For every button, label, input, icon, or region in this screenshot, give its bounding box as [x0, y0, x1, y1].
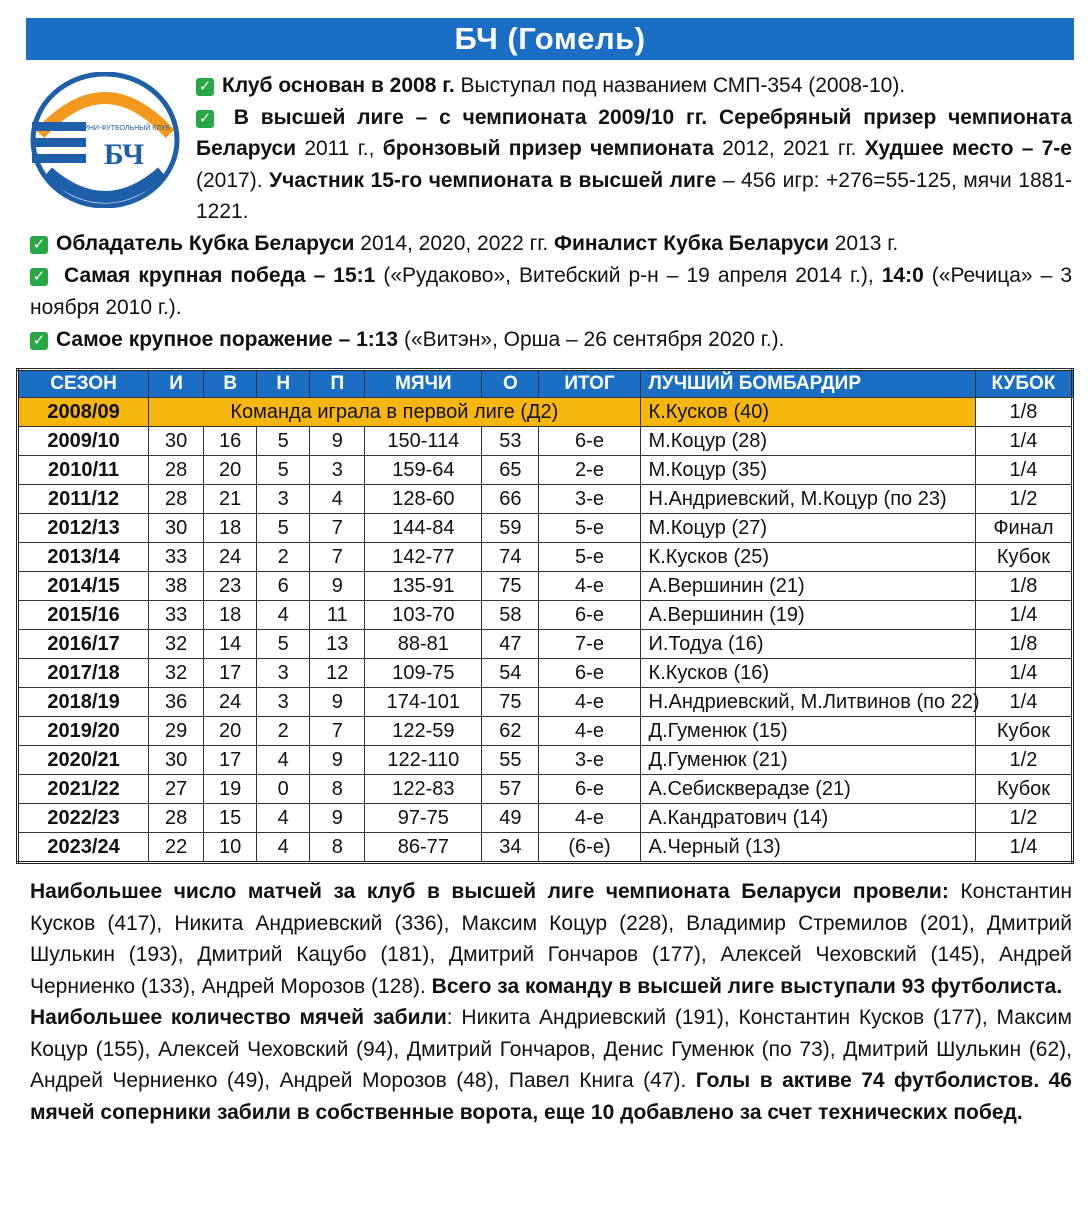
games-cell: 30 — [149, 514, 204, 543]
points-cell: 59 — [482, 514, 539, 543]
draws-cell: 2 — [257, 543, 310, 572]
cup-cell: 1/4 — [975, 659, 1072, 688]
scorer-cell: А.Черный (13) — [640, 833, 975, 863]
points-cell: 53 — [482, 427, 539, 456]
scorer-cell: А.Себискверадзе (21) — [640, 775, 975, 804]
column-header: МЯЧИ — [365, 370, 482, 398]
result-cell: 2-е — [539, 456, 640, 485]
games-cell: 22 — [149, 833, 204, 863]
scorer-cell: К.Кусков (16) — [640, 659, 975, 688]
points-cell: 65 — [482, 456, 539, 485]
wins-cell: 23 — [204, 572, 257, 601]
cup-cell: Финал — [975, 514, 1072, 543]
goals-cell: 122-83 — [365, 775, 482, 804]
season-cell: 2022/23 — [18, 804, 149, 833]
games-cell: 28 — [149, 804, 204, 833]
intro-block — [196, 70, 1072, 228]
games-cell: 36 — [149, 688, 204, 717]
games-cell: 28 — [149, 456, 204, 485]
result-cell: 7-е — [539, 630, 640, 659]
result-cell: 6-е — [539, 427, 640, 456]
draws-cell: 4 — [257, 833, 310, 863]
column-header: КУБОК — [975, 370, 1072, 398]
goals-cell: 135-91 — [365, 572, 482, 601]
cup-cell: Кубок — [975, 717, 1072, 746]
draws-cell: 4 — [257, 804, 310, 833]
goals-cell: 122-110 — [365, 746, 482, 775]
season-cell: 2012/13 — [18, 514, 149, 543]
column-header: В — [204, 370, 257, 398]
cup-cell: 1/4 — [975, 427, 1072, 456]
result-cell: 4-е — [539, 688, 640, 717]
goals-cell: 159-64 — [365, 456, 482, 485]
wins-cell: 10 — [204, 833, 257, 863]
column-header: ЛУЧШИЙ БОМБАРДИР — [640, 370, 975, 398]
scorer-cell: М.Коцур (27) — [640, 514, 975, 543]
games-cell: 33 — [149, 601, 204, 630]
points-cell: 34 — [482, 833, 539, 863]
cup-cell: Кубок — [975, 543, 1072, 572]
wins-cell: 14 — [204, 630, 257, 659]
goals-cell: 128-60 — [365, 485, 482, 514]
table-row — [18, 572, 1073, 601]
logo-letters: БЧ — [103, 138, 145, 171]
page-title: БЧ (Гомель) — [26, 18, 1074, 60]
wins-cell: 16 — [204, 427, 257, 456]
facts-block — [30, 228, 1072, 356]
season-cell: 2019/20 — [18, 717, 149, 746]
losses-cell: 4 — [310, 485, 365, 514]
season-cell: 2009/10 — [18, 427, 149, 456]
result-cell: 6-е — [539, 659, 640, 688]
season-cell: 2008/09 — [18, 398, 149, 427]
points-cell: 58 — [482, 601, 539, 630]
result-cell: 4-е — [539, 804, 640, 833]
cup-cell: 1/8 — [975, 572, 1072, 601]
losses-cell: 12 — [310, 659, 365, 688]
checkmark-icon: ✓ — [30, 332, 48, 350]
games-cell: 33 — [149, 543, 204, 572]
losses-cell: 3 — [310, 456, 365, 485]
checkmark-icon: ✓ — [30, 236, 48, 254]
fact-biggest-win: ✓ Самая крупная победа – 15:1 («Рудаково», Витебский р-н – 19 апреля 2014 г.), 14:0 («Речица» – 3 ноября 2010 г.). — [30, 264, 1072, 319]
points-cell: 47 — [482, 630, 539, 659]
goals-cell: 109-75 — [365, 659, 482, 688]
scorer-cell: Н.Андриевский, М.Коцур (по 23) — [640, 485, 975, 514]
season-cell: 2017/18 — [18, 659, 149, 688]
table-row — [18, 775, 1073, 804]
result-cell: 3-е — [539, 746, 640, 775]
scorer-cell: М.Коцур (28) — [640, 427, 975, 456]
scorer-cell: К.Кусков (25) — [640, 543, 975, 572]
draws-cell: 0 — [257, 775, 310, 804]
losses-cell: 7 — [310, 717, 365, 746]
season-cell: 2014/15 — [18, 572, 149, 601]
checkmark-icon: ✓ — [30, 268, 48, 286]
wins-cell: 17 — [204, 659, 257, 688]
draws-cell: 6 — [257, 572, 310, 601]
cup-cell: 1/4 — [975, 833, 1072, 863]
column-header: ИТОГ — [539, 370, 640, 398]
losses-cell: 9 — [310, 804, 365, 833]
losses-cell: 8 — [310, 775, 365, 804]
seasons-table — [16, 368, 1074, 864]
column-header: СЕЗОН — [18, 370, 149, 398]
table-row — [18, 514, 1073, 543]
wins-cell: 18 — [204, 514, 257, 543]
wins-cell: 15 — [204, 804, 257, 833]
season-cell: 2020/21 — [18, 746, 149, 775]
points-cell: 75 — [482, 572, 539, 601]
cup-cell: 1/4 — [975, 688, 1072, 717]
result-cell: 4-е — [539, 572, 640, 601]
scorer-cell: К.Кусков (40) — [640, 398, 975, 427]
draws-cell: 5 — [257, 456, 310, 485]
wins-cell: 17 — [204, 746, 257, 775]
scorer-cell: Д.Гуменюк (21) — [640, 746, 975, 775]
goals-cell: 150-114 — [365, 427, 482, 456]
goals-cell: 88-81 — [365, 630, 482, 659]
cup-cell: 1/8 — [975, 630, 1072, 659]
draws-cell: 4 — [257, 746, 310, 775]
cup-cell: 1/4 — [975, 456, 1072, 485]
wins-cell: 24 — [204, 688, 257, 717]
games-cell: 30 — [149, 746, 204, 775]
goals-cell: 86-77 — [365, 833, 482, 863]
points-cell: 75 — [482, 688, 539, 717]
draws-cell: 5 — [257, 514, 310, 543]
cup-cell: 1/4 — [975, 601, 1072, 630]
season-cell: 2021/22 — [18, 775, 149, 804]
losses-cell: 7 — [310, 543, 365, 572]
points-cell: 54 — [482, 659, 539, 688]
points-cell: 66 — [482, 485, 539, 514]
table-row — [18, 398, 1073, 427]
losses-cell: 9 — [310, 746, 365, 775]
goals-cell: 174-101 — [365, 688, 482, 717]
column-header: И — [149, 370, 204, 398]
points-cell: 74 — [482, 543, 539, 572]
games-cell: 32 — [149, 659, 204, 688]
table-row — [18, 833, 1073, 863]
wins-cell: 20 — [204, 456, 257, 485]
wins-cell: 20 — [204, 717, 257, 746]
result-cell: (6-е) — [539, 833, 640, 863]
losses-cell: 13 — [310, 630, 365, 659]
table-row — [18, 601, 1073, 630]
scorer-cell: М.Коцур (35) — [640, 456, 975, 485]
games-cell: 38 — [149, 572, 204, 601]
goals-cell: 97-75 — [365, 804, 482, 833]
fact-top-league: ✓ В высшей лиге – с чемпионата 2009/10 гг. Серебряный призер чемпионата Беларуси 2011 г., бронзовый призер чемпионата 2012, 2021 гг. Худшее место – 7-е (2017). Участник 15-го чемпионата в высшей лиге – 456 игр: +276=55-125, мячи 1881-1221. — [196, 105, 1073, 223]
logo-text: МИНИ-ФУТБОЛЬНЫЙ КЛУБ — [77, 125, 171, 132]
checkmark-icon: ✓ — [196, 110, 214, 128]
draws-cell: 2 — [257, 717, 310, 746]
season-cell: 2023/24 — [18, 833, 149, 863]
table-row — [18, 659, 1073, 688]
season-cell: 2010/11 — [18, 456, 149, 485]
season-cell: 2013/14 — [18, 543, 149, 572]
checkmark-icon: ✓ — [196, 78, 214, 96]
scorer-cell: Д.Гуменюк (15) — [640, 717, 975, 746]
table-row — [18, 427, 1073, 456]
result-cell: 6-е — [539, 601, 640, 630]
goals-cell: 103-70 — [365, 601, 482, 630]
points-cell: 55 — [482, 746, 539, 775]
most-appearances: Наибольшее число матчей за клуб в высшей лиге чемпионата Беларуси провели: Константин Кусков (417), Никита Андриевский (336), Максим Коцур (228), Владимир Стремилов (201), Дмитрий Шулькин (193), Дмитрий Кацубо (181), Дмитрий Гончаров (177), Алексей Чеховский (145), Андрей Черниенко (133), Андрей Морозов (128). Всего за команду в высшей лиге выступали 93 футболиста. — [30, 880, 1073, 998]
cup-cell: 1/2 — [975, 804, 1072, 833]
losses-cell: 7 — [310, 514, 365, 543]
cup-cell: 1/2 — [975, 746, 1072, 775]
result-cell: 4-е — [539, 717, 640, 746]
scorer-cell: А.Вершинин (21) — [640, 572, 975, 601]
losses-cell: 8 — [310, 833, 365, 863]
goals-cell: 142-77 — [365, 543, 482, 572]
losses-cell: 11 — [310, 601, 365, 630]
fact-biggest-loss: ✓ Самое крупное поражение – 1:13 («Витэн», Орша – 26 сентября 2020 г.). — [30, 324, 1072, 356]
games-cell: 32 — [149, 630, 204, 659]
column-header: П — [310, 370, 365, 398]
draws-cell: 3 — [257, 659, 310, 688]
goals-cell: 122-59 — [365, 717, 482, 746]
fact-founded: ✓ Клуб основан в 2008 г. Выступал под названием СМП-354 (2008-10). — [196, 70, 1072, 102]
points-cell: 57 — [482, 775, 539, 804]
points-cell: 49 — [482, 804, 539, 833]
wins-cell: 21 — [204, 485, 257, 514]
goals-cell: 144-84 — [365, 514, 482, 543]
result-cell: 5-е — [539, 514, 640, 543]
draws-cell: 3 — [257, 688, 310, 717]
note-cell: Команда играла в первой лиге (Д2) — [149, 398, 640, 427]
losses-cell: 9 — [310, 688, 365, 717]
wins-cell: 19 — [204, 775, 257, 804]
table-row — [18, 804, 1073, 833]
losses-cell: 9 — [310, 427, 365, 456]
records-block — [30, 876, 1072, 1128]
fact-cup: ✓ Обладатель Кубка Беларуси 2014, 2020, 2022 гг. Финалист Кубка Беларуси 2013 г. — [30, 228, 1072, 260]
games-cell: 30 — [149, 427, 204, 456]
club-logo — [30, 72, 180, 208]
scorer-cell: Н.Андриевский, М.Литвинов (по 22) — [640, 688, 975, 717]
table-row — [18, 543, 1073, 572]
cup-cell: 1/2 — [975, 485, 1072, 514]
table-row — [18, 688, 1073, 717]
cup-cell: 1/8 — [975, 398, 1072, 427]
cup-cell: Кубок — [975, 775, 1072, 804]
season-cell: 2018/19 — [18, 688, 149, 717]
table-row — [18, 717, 1073, 746]
wins-cell: 18 — [204, 601, 257, 630]
season-cell: 2016/17 — [18, 630, 149, 659]
games-cell: 28 — [149, 485, 204, 514]
scorer-cell: И.Тодуа (16) — [640, 630, 975, 659]
table-row — [18, 485, 1073, 514]
draws-cell: 5 — [257, 427, 310, 456]
table-row — [18, 456, 1073, 485]
points-cell: 62 — [482, 717, 539, 746]
result-cell: 3-е — [539, 485, 640, 514]
draws-cell: 5 — [257, 630, 310, 659]
losses-cell: 9 — [310, 572, 365, 601]
draws-cell: 3 — [257, 485, 310, 514]
games-cell: 27 — [149, 775, 204, 804]
table-row — [18, 746, 1073, 775]
top-scorers: Наибольшее количество мячей забили: Никита Андриевский (191), Константин Кусков (177), Максим Коцур (155), Алексей Чеховский (94), Дмитрий Гончаров, Денис Гуменюк (по 73), Дмитрий Шулькин (62), Андрей Черниенко (49), Андрей Морозов (48), Павел Книга (47). Голы в активе 74 футболистов. 46 мячей соперники забили в собственные ворота, еще 10 добавлено за счет технических побед. — [30, 1006, 1072, 1124]
table-row — [18, 630, 1073, 659]
scorer-cell: А.Кандратович (14) — [640, 804, 975, 833]
season-cell: 2011/12 — [18, 485, 149, 514]
column-header: О — [482, 370, 539, 398]
wins-cell: 24 — [204, 543, 257, 572]
scorer-cell: А.Вершинин (19) — [640, 601, 975, 630]
result-cell: 5-е — [539, 543, 640, 572]
result-cell: 6-е — [539, 775, 640, 804]
season-cell: 2015/16 — [18, 601, 149, 630]
table-header-row — [18, 370, 1073, 398]
games-cell: 29 — [149, 717, 204, 746]
column-header: Н — [257, 370, 310, 398]
draws-cell: 4 — [257, 601, 310, 630]
